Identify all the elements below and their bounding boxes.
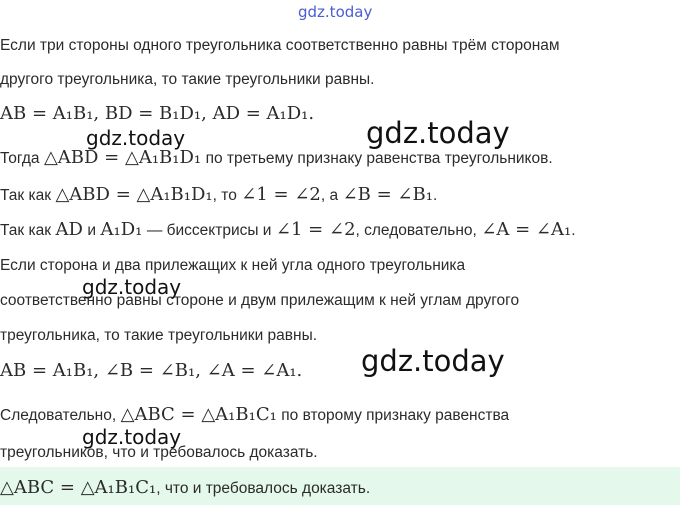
- text-segment: Тогда: [0, 150, 40, 167]
- text-line-5: [0, 219, 576, 240]
- math-segment: ∠B = ∠B₁: [342, 184, 433, 205]
- formula-2: AB = A₁B₁, ∠B = ∠B₁, ∠A = ∠A₁.: [0, 360, 303, 381]
- text-segment: Следовательно,: [0, 407, 117, 424]
- final-answer: [0, 477, 370, 498]
- math-segment: AD: [55, 219, 83, 240]
- math-segment: ∠A = ∠A₁: [481, 219, 572, 240]
- watermark-top: gdz.today: [298, 3, 373, 21]
- text-line-7: соответственно равны стороне и двум прилежащим к ней углам другого: [0, 292, 520, 309]
- text-segment: Так как: [0, 187, 52, 204]
- text-line-1: Если три стороны одного треугольника соответственно равны трём сторонам: [0, 37, 560, 54]
- watermark-5: gdz.today: [82, 425, 182, 449]
- math-segment: △ABD = △A₁B₁D₁: [55, 184, 213, 205]
- math-segment: ∠1 = ∠2: [241, 184, 321, 205]
- text-segment: и: [87, 222, 97, 239]
- text-line-4: [0, 184, 437, 205]
- math-segment: ∠1 = ∠2: [275, 219, 356, 240]
- watermark-4: gdz.today: [361, 344, 505, 378]
- text-segment: .: [571, 222, 576, 239]
- math-segment: △ABC = △A₁B₁C₁: [120, 404, 277, 425]
- formula-1: AB = A₁B₁, BD = B₁D₁, AD = A₁D₁.: [0, 103, 315, 124]
- text-segment: .: [432, 187, 438, 204]
- text-line-6: Если сторона и два прилежащих к ней угла одного треугольника: [0, 257, 466, 274]
- watermark-1: gdz.today: [86, 126, 186, 150]
- math-segment: A₁D₁: [100, 219, 143, 240]
- text-line-10: треугольников, что и требовалось доказать.: [0, 444, 318, 461]
- text-segment: — биссектрисы и: [146, 222, 272, 239]
- text-segment: по второму признаку равенства: [281, 407, 510, 424]
- text-line-2: другого треугольника, то такие треугольники равны.: [0, 71, 375, 88]
- math-segment: △ABD = △A₁B₁D₁: [43, 147, 202, 168]
- text-line-8: треугольника, то такие треугольники равны.: [0, 327, 318, 344]
- text-segment: , то: [212, 187, 237, 204]
- text-segment: , что и требовалось доказать.: [156, 480, 371, 497]
- watermark-2: gdz.today: [366, 116, 510, 150]
- text-segment: Так как: [0, 222, 52, 239]
- text-line-3: [0, 147, 553, 168]
- text-segment: , а: [320, 187, 339, 204]
- math-segment: △ABC = △A₁B₁C₁: [0, 477, 157, 498]
- text-segment: по третьему признаку равенства треугольников.: [205, 150, 553, 167]
- watermark-3: gdz.today: [82, 275, 182, 299]
- text-line-9: [0, 404, 509, 425]
- text-segment: , следовательно,: [355, 222, 477, 239]
